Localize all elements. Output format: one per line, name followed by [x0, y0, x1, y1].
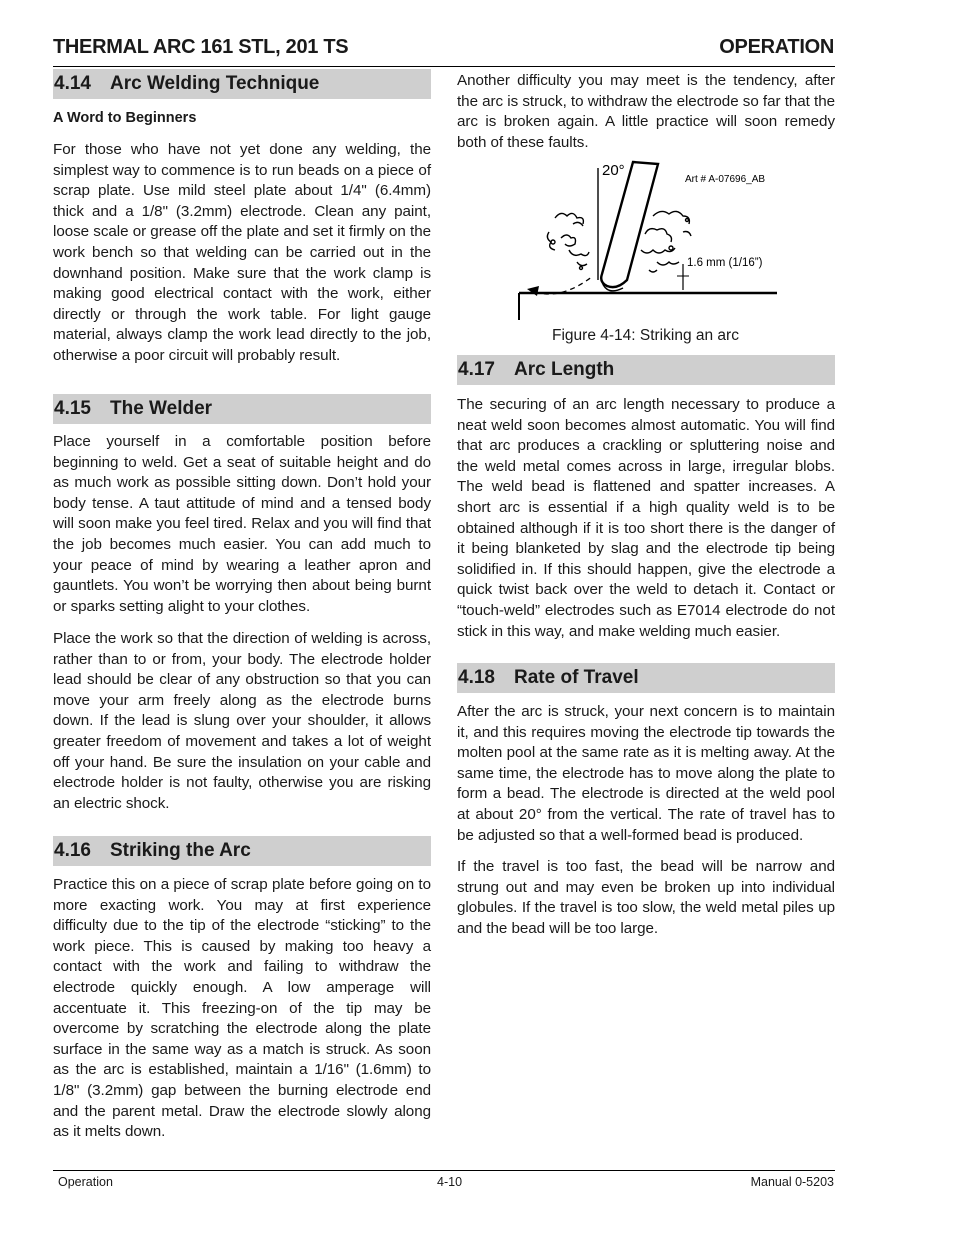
paragraph: Place the work so that the direction of welding is across, rather than to or from, your body. The electrode holder lead should be clear of any obstruction so that you can move your arm freely along as the electrode burns down. If the lead is slung over your shoulder, it allows greater freedom of movement and takes a lot of weight off your hand. Be sure the insulation on your cable and electrode holder is not faulty, otherwise you are risking an electric shock.: [53, 630, 431, 812]
paragraph: After the arc is struck, your next concern is to maintain it, and this requires moving the electrode tip towards the molten pool at the same rate as it is melting away. At the same time, the electrode has to move along the plate to form a bead. The electrode is directed at the weld pool at about 20° from the vertical. The rate of travel has to be adjusted so that a well-formed bead is produced.: [457, 703, 835, 844]
striking-direction-arrow: [527, 286, 539, 296]
document-title: THERMAL ARC 161 STL, 201 TS: [53, 36, 349, 58]
gap-label: 1.6 mm (1/16”): [687, 257, 763, 269]
art-number: Art # A-07696_AB: [685, 174, 766, 185]
section-title: Arc Length: [514, 359, 615, 380]
section-heading-4-15: [53, 394, 431, 424]
section-number: 4.17: [458, 359, 495, 380]
manual-number: Manual 0-5203: [750, 1175, 834, 1189]
subheading-word-to-beginners: A Word to Beginners: [53, 110, 197, 126]
paragraph: If the travel is too fast, the bead will be narrow and strung out and may even be broken up into individual globules. If the travel is too slow, the weld metal piles up and the bead will be too large.: [457, 858, 835, 937]
striking-arc-illustration: [457, 150, 835, 350]
paragraph: For those who have not yet done any welding, the simplest way to commence is to run beads on a piece of scrap plate. Use mild steel plate about 1/4" (6.4mm) thick and a 1/8" (3.2mm) electrode. Clean any paint, loose scale or grease off the plate and set it firmly on the work bench so that welding can be carried out in the downhand position. Make sure that the work clamp is making good electrical contact with the work, either directly or through the work table. For light gauge material, always clamp the work lead directly to the job, otherwise a poor circuit will probably result.: [53, 141, 431, 364]
paragraph: Another difficulty you may meet is the tendency, after the arc is struck, to withdraw the electrode so far that the arc is broken again. A little practice will soon remedy both of these faults.: [457, 72, 835, 151]
paragraph: The securing of an arc length necessary to produce a neat weld soon becomes almost automatic. You will find that arc produces a crackling or spluttering noise and the weld metal comes across in large, irregular blobs. The weld bead is flattened and spatter increases. A short arc is essential if a high quality weld is to be obtained although if it is too short there is the danger of it being blanketed by slag and the electrode tip being solidified in. If this should happen, give the electrode a quick twist back over the weld to detach it. Contact or “touch-weld” electrodes such as E7014 electrode do not stick in this way, and make welding much easier.: [457, 396, 835, 640]
section-title: The Welder: [110, 398, 213, 419]
paragraph: Practice this on a piece of scrap plate before going on to more exacting work. You may at first experience difficulty due to the tip of the electrode “sticking” to the work piece. This is caused by making too heavy a contact with the work and failing to withdraw the electrode quickly enough. A low amperage will accentuate it. This freezing-on of the tip may be overcome by scratching the electrode along the plate surface in the same way as a match is struck. As soon as the arc is established, maintain a 1/16" (1.6mm) to 1/8" (3.2mm) gap between the burning electrode end and the parent metal. Draw the electrode slowly along as it melts down.: [53, 876, 431, 1141]
figure-caption: Figure 4-14: Striking an arc: [552, 327, 739, 344]
smoke-left: [547, 213, 589, 269]
section-title: Striking the Arc: [110, 840, 251, 861]
header-rule: [53, 66, 835, 67]
section-number: 4.15: [54, 398, 91, 419]
angle-label: 20°: [602, 162, 625, 179]
paragraph: Place yourself in a comfortable position before beginning to weld. Get a seat of suitable height and do as much work as possible sitting down. Don’t hold your body tense. A taut attitude of mind and a tensed body will soon make you feel tired. Relax and you will find that the job becomes much easier. You can add much to your peace of mind by wearing a leather apron and gauntlets. You won’t be worrying then about being burnt or sparks setting alight to your clothes.: [53, 433, 431, 615]
section-heading-4-14: [53, 69, 431, 99]
footer-section: Operation: [58, 1175, 113, 1189]
section-title: OPERATION: [719, 36, 834, 58]
section-heading-4-16: [53, 836, 431, 866]
electrode: [601, 162, 658, 287]
section-number: 4.16: [54, 840, 91, 861]
section-number: 4.14: [54, 73, 91, 94]
striking-motion-path: [535, 276, 593, 294]
section-heading-4-17: [457, 355, 835, 385]
section-title: Rate of Travel: [514, 667, 639, 688]
smoke-right: [641, 211, 691, 272]
section-number: 4.18: [458, 667, 495, 688]
section-heading-4-18: [457, 663, 835, 693]
section-title: Arc Welding Technique: [110, 73, 320, 94]
page-number: 4-10: [437, 1175, 463, 1189]
footer-rule: [53, 1170, 835, 1171]
